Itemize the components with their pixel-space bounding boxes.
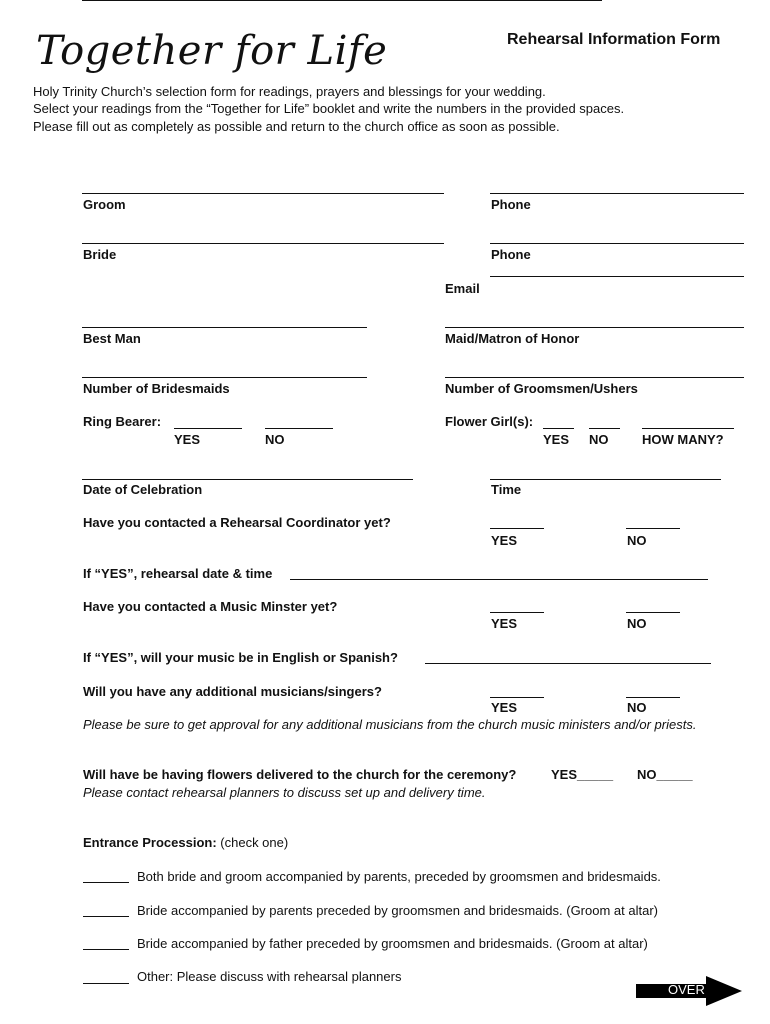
groom-phone-field[interactable] (490, 193, 744, 194)
flowers-no[interactable]: NO_____ (637, 767, 693, 782)
form-title: Rehearsal Information Form (507, 31, 721, 48)
procession-hint: (check one) (220, 835, 289, 850)
musicians-yes-blank[interactable] (490, 697, 544, 698)
ring-bearer-no-label: NO (265, 432, 285, 447)
music-minister-yes-blank[interactable] (490, 612, 544, 613)
coordinator-no-blank[interactable] (626, 528, 680, 529)
flowers-question: Will have be having flowers delivered to the church for the ceremony? (83, 767, 517, 782)
music-minister-no-label: NO (627, 616, 647, 631)
rehearsal-date-question: If “YES”, rehearsal date & time (83, 566, 273, 581)
music-minister-no-blank[interactable] (626, 612, 680, 613)
procession-option-3-blank[interactable] (83, 949, 129, 950)
over-arrow-icon[interactable] (636, 976, 742, 1006)
procession-label: Entrance Procession: (83, 835, 217, 850)
procession-option-4: Other: Please discuss with rehearsal planners (137, 969, 402, 984)
groom-phone-label: Phone (491, 197, 531, 212)
music-minister-yes-label: YES (491, 616, 518, 631)
date-field[interactable] (82, 479, 413, 480)
ring-bearer-yes-blank[interactable] (174, 428, 242, 429)
num-bridesmaids-label: Number of Bridesmaids (83, 381, 230, 396)
procession-option-2-blank[interactable] (83, 916, 129, 917)
musicians-no-label: NO (627, 700, 647, 715)
time-label: Time (491, 482, 522, 497)
rehearsal-date-field[interactable] (290, 579, 708, 580)
flowers-yes[interactable]: YES_____ (551, 767, 614, 782)
best-man-label: Best Man (83, 331, 141, 346)
procession-option-3: Bride accompanied by father preceded by groomsmen and bridesmaids. (Groom at altar) (137, 936, 648, 951)
procession-option-4-blank[interactable] (83, 983, 129, 984)
maid-of-honor-field[interactable] (445, 327, 744, 328)
bride-phone-label: Phone (491, 247, 531, 262)
flower-girl-label: Flower Girl(s): (445, 414, 534, 429)
coordinator-no-label: NO (627, 533, 647, 548)
ring-bearer-no-blank[interactable] (265, 428, 333, 429)
flower-girl-yes-label: YES (543, 432, 570, 447)
music-language-question: If “YES”, will your music be in English or Spanish? (83, 650, 398, 665)
coordinator-yes-blank[interactable] (490, 528, 544, 529)
groom-label: Groom (83, 197, 126, 212)
date-label: Date of Celebration (83, 482, 203, 497)
top-rule (82, 0, 602, 1)
procession-option-1-blank[interactable] (83, 882, 129, 883)
intro-line-2: Select your readings from the “Together for Life” booklet and write the numbers in the provided spaces. (33, 101, 625, 116)
bride-label: Bride (83, 247, 117, 262)
bride-phone-field[interactable] (490, 243, 744, 244)
num-groomsmen-field[interactable] (445, 377, 744, 378)
musicians-yes-label: YES (491, 700, 518, 715)
num-bridesmaids-field[interactable] (82, 377, 367, 378)
flower-girl-yes-blank[interactable] (543, 428, 574, 429)
email-label: Email (445, 281, 480, 296)
intro-line-3: Please fill out as completely as possible and return to the church office as soon as possible. (33, 119, 560, 134)
musicians-no-blank[interactable] (626, 697, 680, 698)
flower-girl-no-blank[interactable] (589, 428, 620, 429)
procession-option-1: Both bride and groom accompanied by parents, preceded by groomsmen and bridesmaids. (137, 869, 661, 884)
time-field[interactable] (490, 479, 721, 480)
intro-line-1: Holy Trinity Church’s selection form for readings, prayers and blessings for your wedding. (33, 84, 546, 99)
music-minister-question: Have you contacted a Music Minster yet? (83, 599, 338, 614)
flower-girl-no-label: NO (589, 432, 609, 447)
over-label: OVER (668, 982, 705, 997)
groom-field[interactable] (82, 193, 444, 194)
flowers-note: Please contact rehearsal planners to discuss set up and delivery time. (83, 785, 486, 800)
flower-girl-how-many-label: HOW MANY? (642, 432, 724, 447)
procession-option-2: Bride accompanied by parents preceded by groomsmen and bridesmaids. (Groom at altar) (137, 903, 658, 918)
best-man-field[interactable] (82, 327, 367, 328)
procession-heading (83, 835, 288, 850)
ring-bearer-yes-label: YES (174, 432, 201, 447)
rehearsal-coordinator-question: Have you contacted a Rehearsal Coordinator yet? (83, 515, 391, 530)
music-language-field[interactable] (425, 663, 711, 664)
maid-of-honor-label: Maid/Matron of Honor (445, 331, 580, 346)
ring-bearer-label: Ring Bearer: (83, 414, 162, 429)
num-groomsmen-label: Number of Groomsmen/Ushers (445, 381, 638, 396)
email-field[interactable] (490, 276, 744, 277)
bride-field[interactable] (82, 243, 444, 244)
musicians-note: Please be sure to get approval for any additional musicians from the church music ministers and/or priests. (83, 717, 697, 732)
flower-girl-count-blank[interactable] (642, 428, 734, 429)
brand-title: Together for Life (36, 28, 388, 74)
additional-musicians-question: Will you have any additional musicians/singers? (83, 684, 382, 699)
coordinator-yes-label: YES (491, 533, 518, 548)
